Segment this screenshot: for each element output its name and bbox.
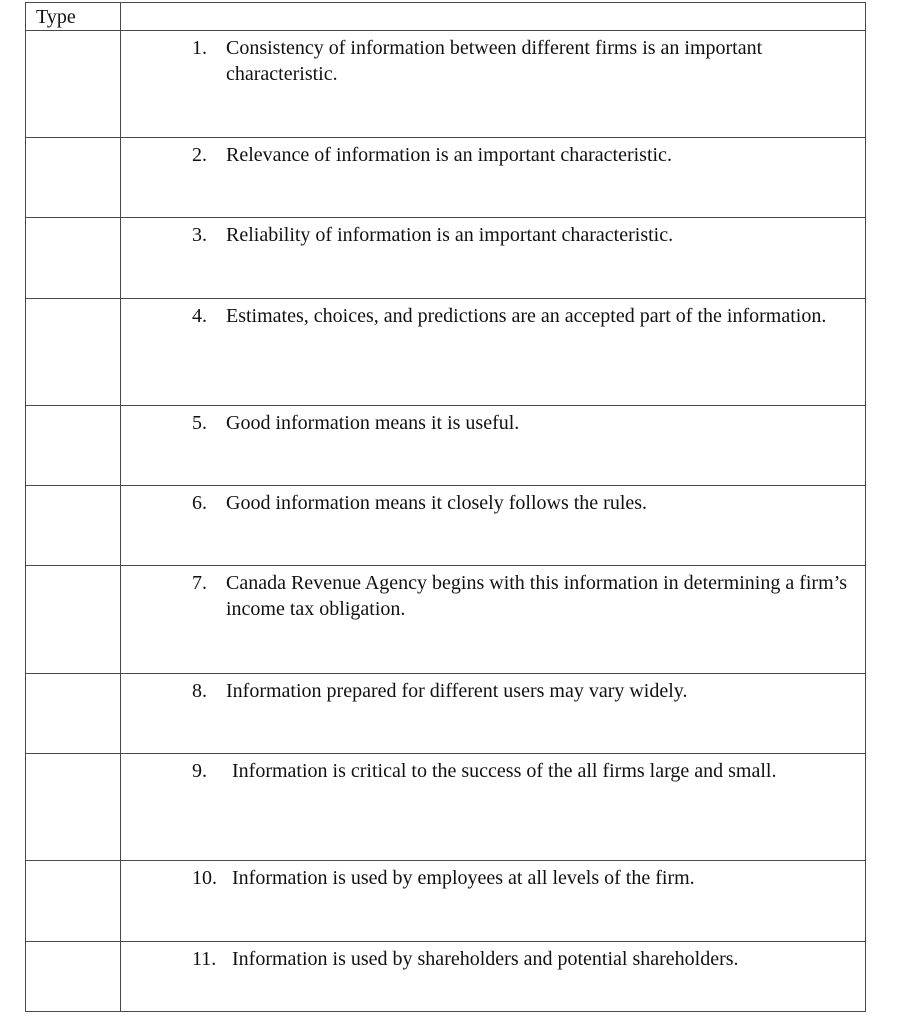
statement-cell	[121, 861, 866, 942]
statement-text: Canada Revenue Agency begins with this information in determining a firm’s income tax obligation.	[226, 572, 847, 620]
type-answer-cell[interactable]	[26, 218, 121, 299]
table-row	[26, 942, 866, 1012]
type-answer-cell[interactable]	[26, 138, 121, 218]
statement-text: Good information means it is useful.	[226, 412, 520, 434]
statement-column-header	[121, 3, 866, 31]
statement-cell	[121, 299, 866, 406]
type-answer-cell[interactable]	[26, 486, 121, 566]
statement-number: 1.	[192, 37, 207, 59]
table-row	[26, 406, 866, 486]
statement-text: Information is used by employees at all levels of the firm.	[232, 867, 695, 889]
type-answer-cell[interactable]	[26, 754, 121, 861]
type-answer-cell[interactable]	[26, 861, 121, 942]
statement-number: 5.	[192, 412, 207, 434]
table-row	[26, 674, 866, 754]
statement-text: Reliability of information is an important characteristic.	[226, 224, 674, 246]
statement-text: Information is used by shareholders and potential shareholders.	[232, 948, 739, 970]
table-row	[26, 754, 866, 861]
table-row	[26, 138, 866, 218]
statement-text: Information is critical to the success of the all firms large and small.	[232, 760, 777, 782]
statement-number: 2.	[192, 144, 207, 166]
statement-cell	[121, 674, 866, 754]
statement-cell	[121, 218, 866, 299]
statement-number: 9.	[192, 760, 207, 782]
type-answer-cell[interactable]	[26, 31, 121, 138]
statement-cell	[121, 31, 866, 138]
type-answer-cell[interactable]	[26, 942, 121, 1012]
statement-cell	[121, 942, 866, 1012]
statement-cell	[121, 138, 866, 218]
statement-cell	[121, 406, 866, 486]
statement-text: Information prepared for different users may vary widely.	[226, 680, 688, 702]
statement-number: 8.	[192, 680, 207, 702]
statement-number: 6.	[192, 492, 207, 514]
statement-text: Consistency of information between different firms is an important characteristic.	[226, 37, 763, 85]
statement-number: 4.	[192, 305, 207, 327]
worksheet-table	[25, 2, 866, 1012]
table-header-row	[26, 3, 866, 31]
type-answer-cell[interactable]	[26, 674, 121, 754]
type-answer-cell[interactable]	[26, 566, 121, 674]
type-answer-cell[interactable]	[26, 299, 121, 406]
type-answer-cell[interactable]	[26, 406, 121, 486]
statement-number: 10.	[192, 867, 217, 889]
table-row	[26, 218, 866, 299]
statement-text: Relevance of information is an important characteristic.	[226, 144, 672, 166]
statement-text: Estimates, choices, and predictions are an accepted part of the information.	[226, 305, 827, 327]
table-row	[26, 861, 866, 942]
table-row	[26, 299, 866, 406]
statement-number: 11.	[192, 948, 217, 970]
table-row	[26, 486, 866, 566]
statement-number: 7.	[192, 572, 207, 594]
statement-cell	[121, 566, 866, 674]
type-column-header	[26, 3, 121, 31]
table-row	[26, 566, 866, 674]
statement-cell	[121, 486, 866, 566]
statement-text: Good information means it closely follows the rules.	[226, 492, 648, 514]
table-row	[26, 31, 866, 138]
type-header-label: Type	[36, 6, 76, 28]
statement-number: 3.	[192, 224, 207, 246]
statement-cell	[121, 754, 866, 861]
